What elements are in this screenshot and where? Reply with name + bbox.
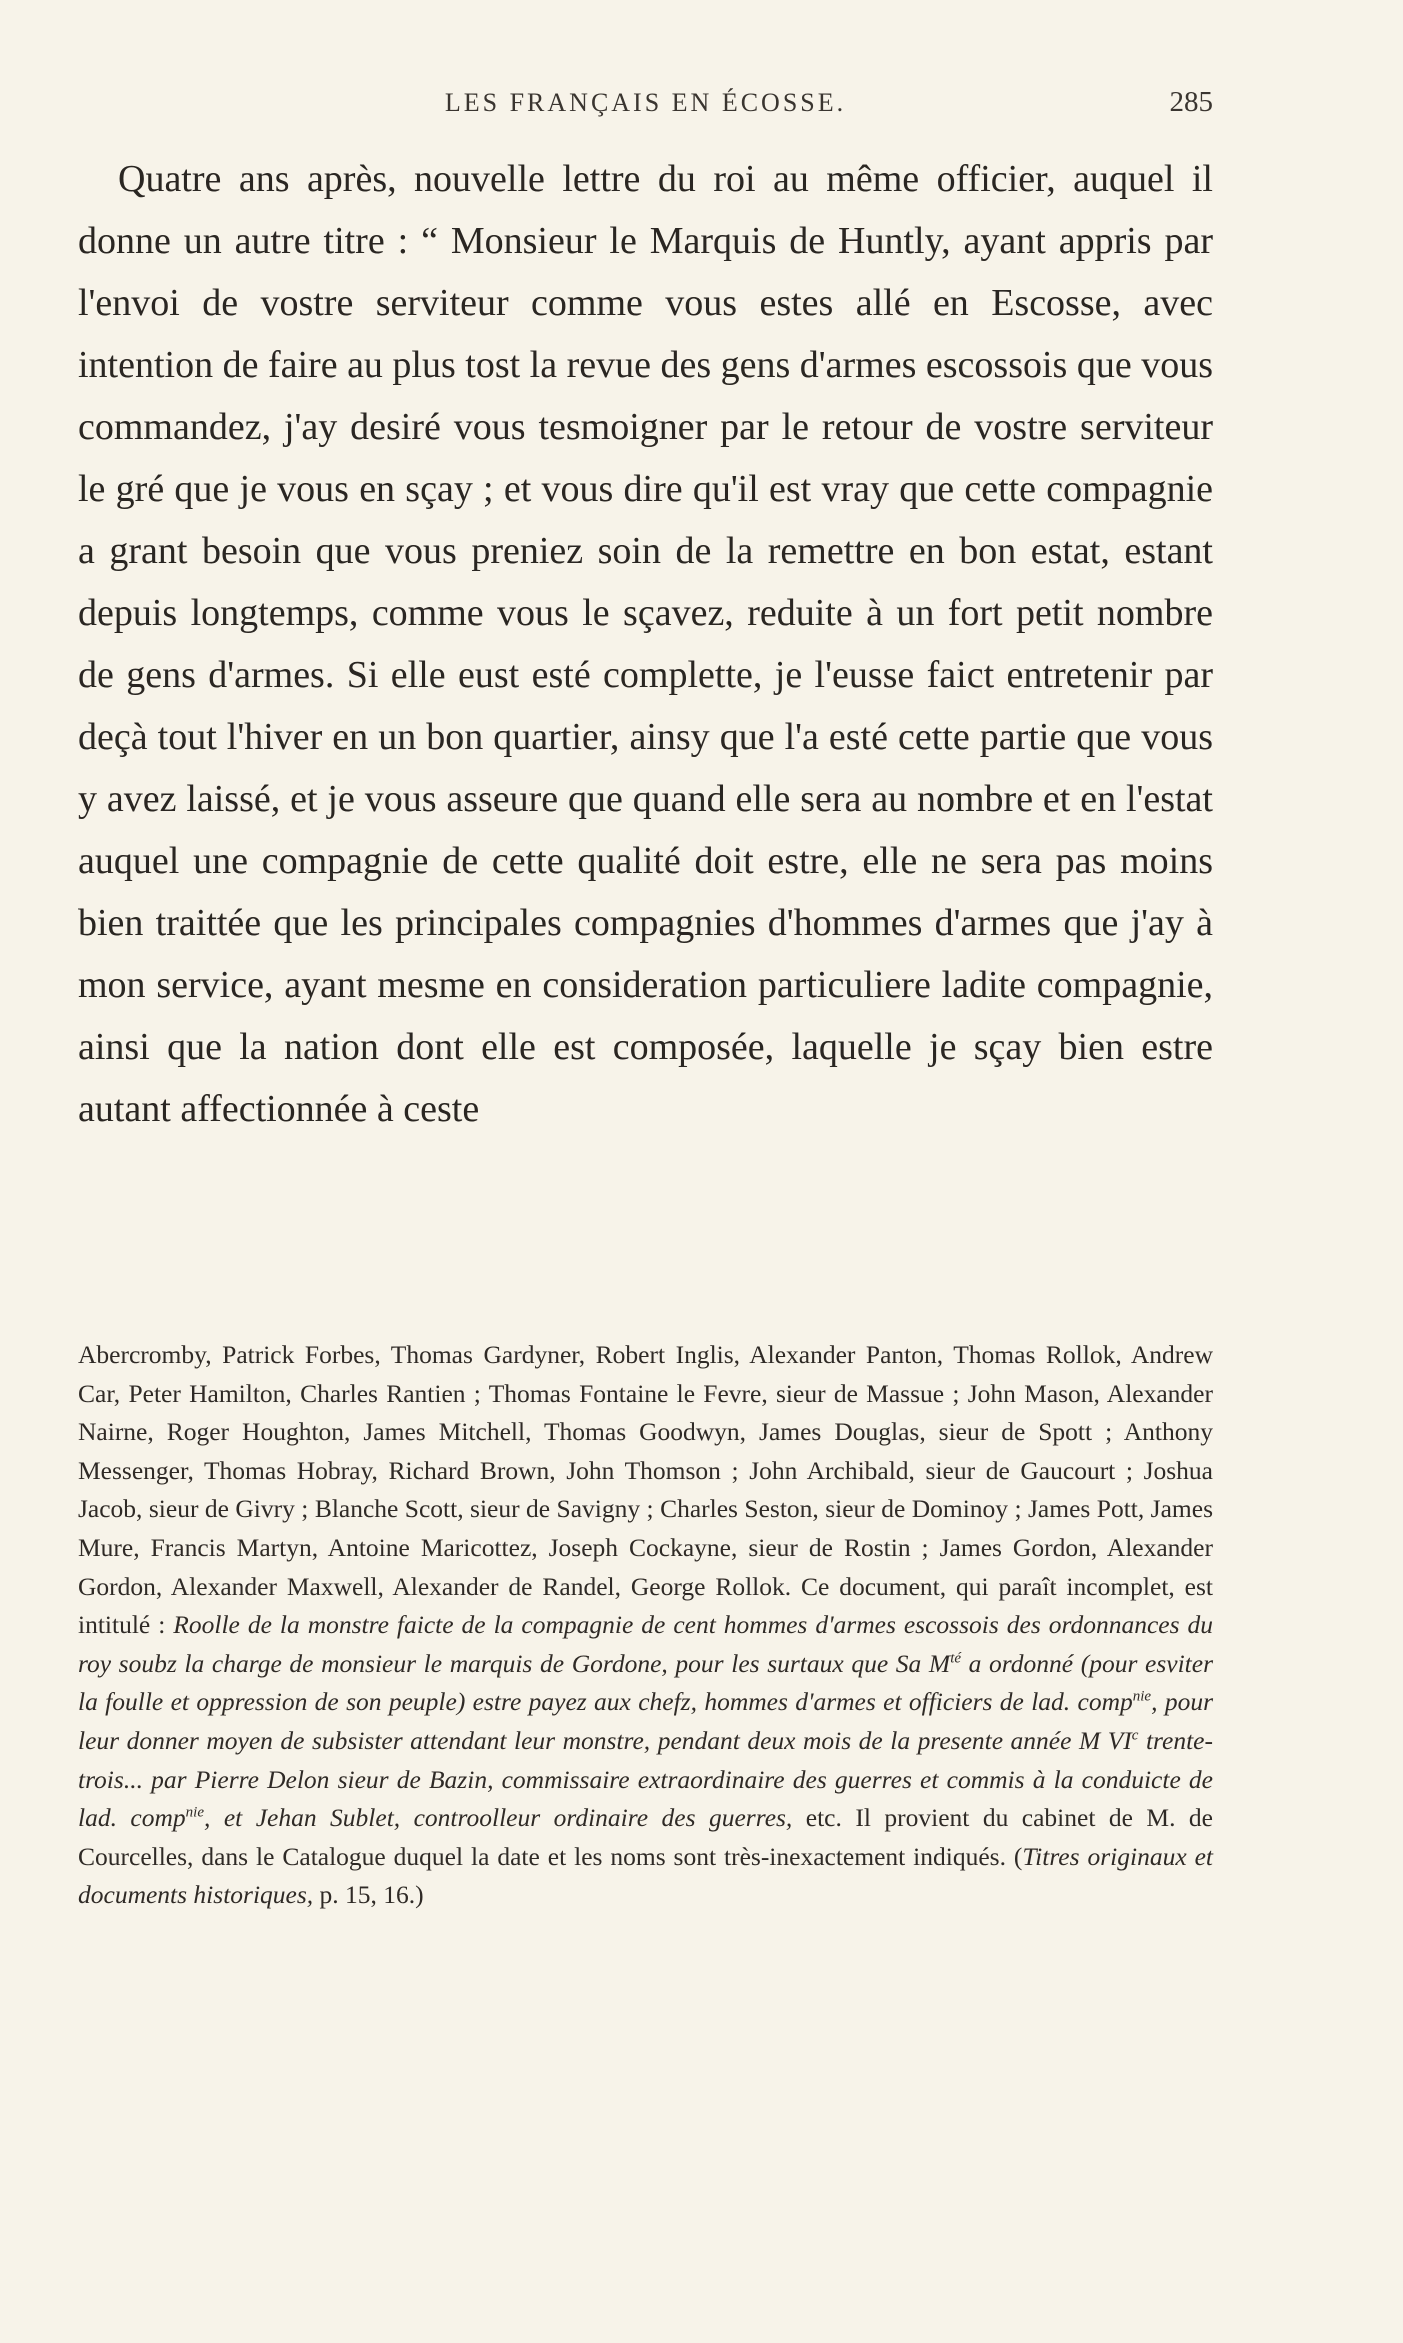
document-title-sup-c: c: [1131, 1727, 1139, 1744]
source-title: Titres originaux et documents historiques,: [78, 1841, 1213, 1910]
main-paragraph-text: Quatre ans après, nouvelle lettre du roi au même officier, auquel il donne un autre titre : “ Monsieur le Marquis de Huntly, ayant appris par l'envoi de vostre serviteur comme vous estes allé en Escosse, avec intention de faire au plus tost la revue des gens d'armes escossois que vous commandez, j'ay desiré vous tesmoigner par le retour de vostre serviteur le gré que je vous en sçay ; et vous dire qu'il est vray que cette compagnie a grant besoin que vous preniez soin de la remettre en bon estat, estant depuis longtemps, comme vous le sçavez, reduite à un fort petit nombre de gens d'armes. Si elle eust esté complette, je l'eusse faict entretenir par deçà tout l'hiver en un bon quartier, ainsy que l'a esté cette partie que vous y avez laissé, et je vous asseure que quand elle sera au nombre et en l'estat auquel une compagnie de cette qualité doit estre, elle ne sera pas moins bien traittée que les principales compagnies d'hommes d'armes que j'ay à mon service, ayant mesme en consideration particuliere ladite compagnie, ainsi que la nation dont elle est composée, laquelle je sçay bien estre autant affectionnée à ceste: [78, 158, 1213, 1130]
document-title-b: a ordonné (pour esviter la foulle et oppression de son peuple) estre payez aux chefz, hommes d'armes et officiers de lad. comp: [78, 1648, 1214, 1717]
main-paragraph: [78, 148, 1213, 1140]
document-title-e: , et Jehan Sublet, controolleur ordinaire des guerres,: [203, 1803, 793, 1833]
running-title: LES FRANÇAIS EN ÉCOSSE.: [444, 88, 847, 117]
document-title-sup-a: té: [950, 1650, 962, 1667]
document-title-a: Roolle de la monstre faicte de la compagnie de cent hommes d'armes escossois des ordonnances du roy soubz la charge de monsieur le marquis de Gordone, pour les surtaux que Sa M: [78, 1610, 1213, 1678]
document-title-d: trente-trois... par Pierre Delon sieur de Bazin, commissaire extraordinaire des guerres et commis à la conduicte de lad. comp: [78, 1725, 1213, 1833]
page-header: [78, 84, 1213, 124]
footnote-text-2: etc. Il provient du cabinet de M. de Courcelles, dans le Catalogue duquel la date et les noms sont très-inexactement indiqués. (: [78, 1803, 1213, 1871]
page-number: 285: [1169, 86, 1213, 118]
footnote: [78, 1336, 1213, 1915]
footnote-text-3: p. 15, 16.): [313, 1880, 424, 1910]
document-title-sup-b: nie: [1132, 1688, 1152, 1705]
document-title-c: , pour leur donner moyen de subsister attendant leur monstre, pendant deux mois de la presente année M VI: [78, 1687, 1213, 1755]
document-title-sup-d: nie: [185, 1804, 204, 1821]
footnote-text-1: Abercromby, Patrick Forbes, Thomas Gardyner, Robert Inglis, Alexander Panton, Thomas Rollok, Andrew Car, Peter Hamilton, Charles Rantien ; Thomas Fontaine le Fevre, sieur de Massue ; John Mason, Alexander Nairne, Roger Houghton, James Mitchell, Thomas Goodwyn, James Douglas, sieur de Spott ; Anthony Messenger, Thomas Hobray, Richard Brown, John Thomson ; John Archibald, sieur de Gaucourt ; Joshua Jacob, sieur de Givry ; Blanche Scott, sieur de Savigny ; Charles Seston, sieur de Dominoy ; James Pott, James Mure, Francis Martyn, Antoine Maricottez, Joseph Cockayne, sieur de Rostin ; James Gordon, Alexander Gordon, Alexander Maxwell, Alexander de Randel, George Rollok. Ce document, qui paraît incomplet, est intitulé :: [78, 1340, 1213, 1640]
